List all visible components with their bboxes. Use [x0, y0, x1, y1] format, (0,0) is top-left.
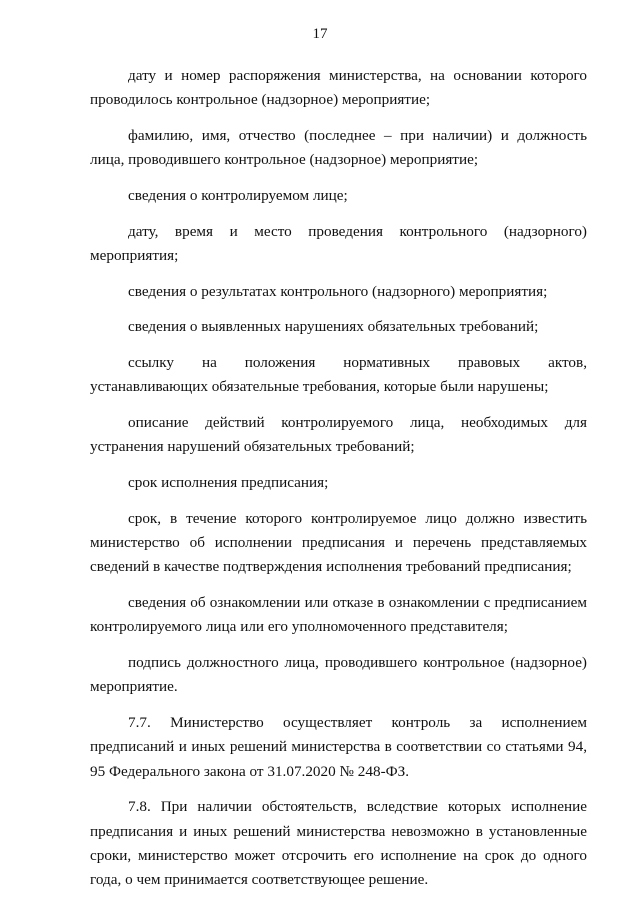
- paragraph-11: сведения об ознакомлении или отказе в ознакомлении с предписанием контролируемого лица или его уполномоченного представителя;: [90, 593, 587, 636]
- paragraph-6: сведения о выявленных нарушениях обязательных требований;: [128, 318, 539, 336]
- paragraph-7-7: 7.7. Министерство осуществляет контроль за исполнением предписаний и иных решений министерства в соответствии со статьями 94, 95 Федерального закона от 31.07.2020 № 248-ФЗ.: [90, 713, 587, 780]
- paragraph-8: описание действий контролируемого лица, необходимых для устранения нарушений обязательных требований;: [90, 414, 587, 456]
- paragraph-12: подпись должностного лица, проводившего контрольное (надзорное) мероприятие.: [90, 653, 587, 696]
- paragraph-9: срок исполнения предписания;: [128, 473, 329, 491]
- paragraph-1: дату и номер распоряжения министерства, на основании которого проводилось контрольное (надзорное) мероприятие;: [90, 67, 587, 109]
- page-number: 17: [312, 26, 328, 42]
- paragraph-10: срок, в течение которого контролируемое лицо должно известить министерство об исполнении предписания и перечень представляемых сведений в качестве подтверждения исполнения требований предписания;: [90, 509, 587, 576]
- paragraph-7-8: 7.8. При наличии обстоятельств, вследствие которых исполнение предписания и иных решений министерства невозможно в установленные сроки, министерство может отсрочить его исполнение на срок до одного года, о чем принимается соответствующее решение.: [90, 798, 587, 889]
- paragraph-4: дату, время и место проведения контрольного (надзорного) мероприятия;: [90, 222, 587, 264]
- paragraph-7: ссылку на положения нормативных правовых актов, устанавливающих обязательные требования, которые были нарушены;: [90, 354, 587, 396]
- paragraph-5: сведения о результатах контрольного (надзорного) мероприятия;: [128, 282, 548, 300]
- document-body: [90, 64, 587, 904]
- paragraph-2: фамилию, имя, отчество (последнее – при наличии) и должность лица, проводившего контрольное (надзорное) мероприятие;: [90, 126, 587, 169]
- paragraph-3: сведения о контролируемом лице;: [128, 186, 348, 204]
